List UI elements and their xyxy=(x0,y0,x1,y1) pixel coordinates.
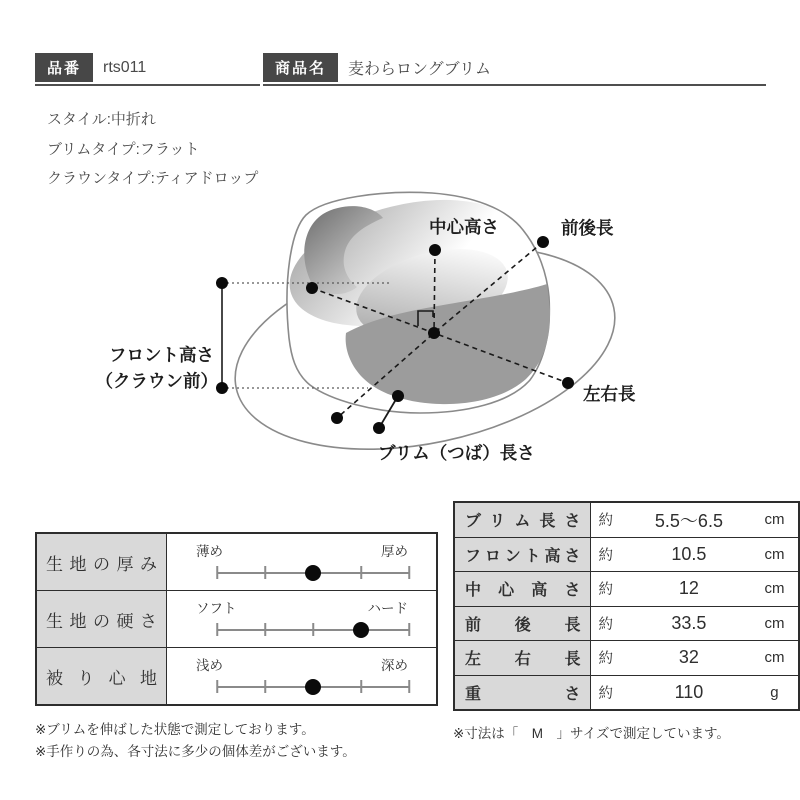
measurement-value: 5.5～6.5 xyxy=(627,502,751,537)
rating-scale xyxy=(177,648,426,704)
measurement-row xyxy=(454,502,799,537)
measurement-dot xyxy=(373,422,385,434)
measurement-dot xyxy=(562,377,574,389)
measurement-row xyxy=(454,641,799,676)
hat-measurement-diagram xyxy=(0,185,800,505)
measurement-dot xyxy=(537,236,549,248)
scale-min-label: 薄め xyxy=(196,544,223,559)
rating-label: 被り心地 xyxy=(46,668,157,688)
note-brim-measured: ※ブリムを伸ばした状態で測定しております。 xyxy=(35,722,315,737)
scale-min-label: 浅め xyxy=(196,658,223,673)
rating-row xyxy=(36,591,437,648)
header-underline-right xyxy=(263,84,766,86)
note-size-m: ※寸法は「 M 」サイズで測定しています。 xyxy=(453,726,730,741)
measurement-label: 中心高さ xyxy=(465,582,581,600)
diagram-label-left-right: 左右長 xyxy=(583,384,636,404)
measurement-value: 33.5 xyxy=(627,606,751,641)
measurement-dot xyxy=(429,244,441,256)
measurement-dot xyxy=(331,412,343,424)
part-no-box xyxy=(35,53,93,82)
measurement-label: 重さ xyxy=(465,685,581,703)
measurement-dot xyxy=(392,390,404,402)
product-name-box xyxy=(263,53,338,82)
spec-line-crown-type: クラウンタイプ:ティアドロップ xyxy=(47,170,259,187)
scale-max-label: ハード xyxy=(367,601,408,616)
measurement-label: 左右長 xyxy=(465,651,581,669)
rating-row xyxy=(36,648,437,706)
spec-line-style: スタイル:中折れ xyxy=(47,111,156,128)
rating-dot xyxy=(305,565,321,581)
measurement-row xyxy=(454,537,799,572)
scale-min-label: ソフト xyxy=(196,601,237,616)
approx-mark: 約 xyxy=(591,502,627,537)
rating-scale xyxy=(177,534,426,590)
scale-max-label: 深め xyxy=(381,658,408,673)
measurement-dot xyxy=(428,327,440,339)
measurement-value: 10.5 xyxy=(627,537,751,572)
approx-mark: 約 xyxy=(591,572,627,607)
product-name-value: 麦わらロングブリム xyxy=(348,61,492,78)
part-no-label: 品番 xyxy=(46,60,81,77)
rating-scale xyxy=(177,591,426,647)
measurement-label: ブリム長さ xyxy=(465,513,581,531)
rating-dot xyxy=(305,679,321,695)
measurement-unit: cm xyxy=(751,502,799,537)
note-handmade: ※手作りの為、各寸法に多少の個体差がございます。 xyxy=(35,744,356,759)
measurement-unit: cm xyxy=(751,606,799,641)
rating-row xyxy=(36,533,437,591)
ratings-table xyxy=(35,532,438,706)
rating-label: 生地の厚み xyxy=(46,554,157,574)
part-no-value: rts011 xyxy=(103,58,147,76)
rating-dot xyxy=(353,622,369,638)
measurement-dot xyxy=(216,277,228,289)
diagram-label-center-height: 中心高さ xyxy=(429,217,499,237)
measurement-label: フロント高さ xyxy=(465,547,581,565)
measurement-row xyxy=(454,606,799,641)
diagram-label-brim-length: ブリム（つば）長さ xyxy=(378,443,535,463)
measurements-table xyxy=(453,501,800,711)
diagram-label-front-height-2: （クラウン前） xyxy=(95,371,218,391)
measurement-row xyxy=(454,675,799,710)
measurement-unit: g xyxy=(751,675,799,710)
diagram-label-front-height-1: フロント高さ xyxy=(109,345,214,365)
measurement-value: 12 xyxy=(627,572,751,607)
measurement-dot xyxy=(306,282,318,294)
approx-mark: 約 xyxy=(591,641,627,676)
product-name-label: 商品名 xyxy=(274,60,326,77)
approx-mark: 約 xyxy=(591,675,627,710)
header-underline-left xyxy=(35,84,260,86)
scale-max-label: 厚め xyxy=(381,544,408,559)
measurement-row xyxy=(454,572,799,607)
spec-line-brim-type: ブリムタイプ:フラット xyxy=(47,141,200,158)
measurement-label: 前後長 xyxy=(465,616,581,634)
measurement-unit: cm xyxy=(751,572,799,607)
approx-mark: 約 xyxy=(591,606,627,641)
measurement-unit: cm xyxy=(751,641,799,676)
measurement-value: 32 xyxy=(627,641,751,676)
diagram-label-front-back: 前後長 xyxy=(561,218,614,238)
measurement-unit: cm xyxy=(751,537,799,572)
measurement-value: 110 xyxy=(627,675,751,710)
rating-label: 生地の硬さ xyxy=(46,611,157,631)
approx-mark: 約 xyxy=(591,537,627,572)
